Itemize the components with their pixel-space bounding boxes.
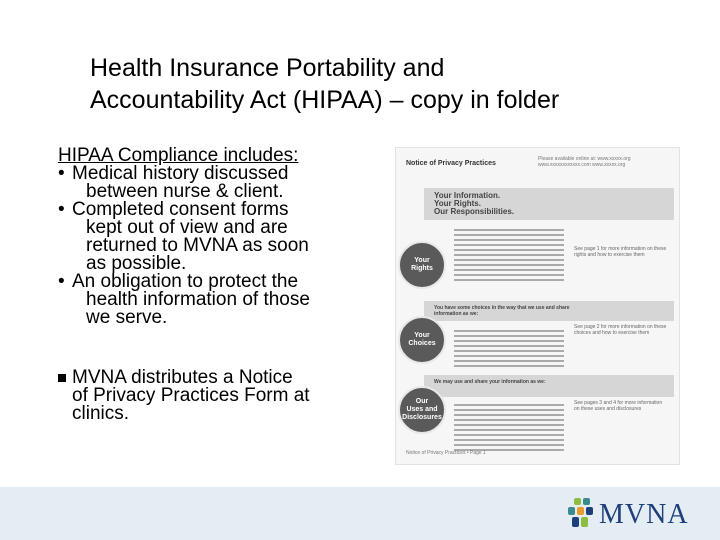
document-side-note: See page 2 for more information on these choices and how to exercise them bbox=[574, 324, 667, 336]
slide-title bbox=[90, 52, 690, 116]
uses-circle bbox=[398, 386, 446, 434]
bullet-line: An obligation to protect the bbox=[72, 271, 299, 292]
document-footer: Notice of Privacy Practices • Page 1 bbox=[406, 450, 486, 456]
bullet-line: we serve. bbox=[86, 307, 168, 328]
circle-label: Your bbox=[414, 257, 430, 264]
bullet-dot-icon: • bbox=[58, 271, 65, 292]
bullet-line: clinics. bbox=[72, 403, 130, 424]
bullet-line: as possible. bbox=[86, 253, 187, 274]
bullet-item bbox=[58, 273, 398, 327]
document-text-lines bbox=[454, 401, 564, 454]
document-band-choices bbox=[424, 301, 674, 321]
band-heading-line: Our Responsibilities. bbox=[434, 207, 515, 216]
document-text-lines bbox=[454, 327, 564, 370]
document-side-note: See page 1 for more information on these rights and how to exercise them bbox=[574, 246, 667, 258]
bullet-item bbox=[58, 165, 398, 201]
band-heading: We may use and share your information as we: bbox=[434, 379, 546, 385]
bullet-line: returned to MVNA as soon bbox=[86, 235, 309, 256]
circle-label: Rights bbox=[411, 265, 433, 272]
document-band-uses bbox=[424, 375, 674, 397]
circle-label: Your bbox=[414, 332, 430, 339]
document-band-information bbox=[424, 188, 674, 220]
bullet-line: health information of those bbox=[86, 289, 310, 310]
slide-title-line-1: Health Insurance Portability and bbox=[90, 54, 445, 82]
circle-label: Disclosures bbox=[402, 414, 442, 421]
document-online-text: Please available online at: www.xxxxx.org www.xxxxxxxxxxxx.com www.xxxxx.org bbox=[538, 156, 631, 168]
bullet-dot-icon: • bbox=[58, 199, 65, 220]
circle-label: Choices bbox=[408, 340, 436, 347]
bullet-item bbox=[58, 201, 398, 273]
choices-circle bbox=[398, 316, 446, 364]
band-heading-line: Your Rights. bbox=[434, 199, 481, 208]
slide-title-line-2: Accountability Act (HIPAA) – copy in folder bbox=[90, 86, 560, 114]
document-text-lines bbox=[454, 226, 564, 284]
slide-content bbox=[58, 147, 398, 423]
bullet-line: Completed consent forms bbox=[72, 199, 289, 220]
bullet-dot-icon: • bbox=[58, 163, 65, 184]
band-heading: You have some choices in the way that we use and share information as we: bbox=[434, 305, 570, 317]
mvna-logo-icon bbox=[564, 496, 596, 530]
bullet-line: of Privacy Practices Form at bbox=[72, 385, 310, 406]
square-bullet-icon bbox=[58, 374, 66, 382]
document-title: Notice of Privacy Practices bbox=[406, 160, 496, 167]
circle-label: Our bbox=[415, 398, 429, 405]
circle-label: Uses and bbox=[406, 406, 438, 413]
compliance-heading: HIPAA Compliance includes: bbox=[58, 145, 299, 166]
bullet-line: Medical history discussed bbox=[72, 163, 289, 184]
bullet-line: between nurse & client. bbox=[86, 181, 284, 202]
privacy-notice-document-image bbox=[395, 147, 680, 465]
band-heading-line: Your Information. bbox=[434, 191, 501, 200]
rights-circle bbox=[398, 241, 446, 289]
mvna-logo-text: MVNA bbox=[599, 499, 689, 530]
bullet-line: kept out of view and are bbox=[86, 217, 288, 238]
notice-bullet-item bbox=[58, 369, 398, 423]
document-side-note: See pages 3 and 4 for more information on these uses and disclosures bbox=[574, 400, 663, 412]
bullet-line: MVNA distributes a Notice bbox=[72, 367, 293, 388]
